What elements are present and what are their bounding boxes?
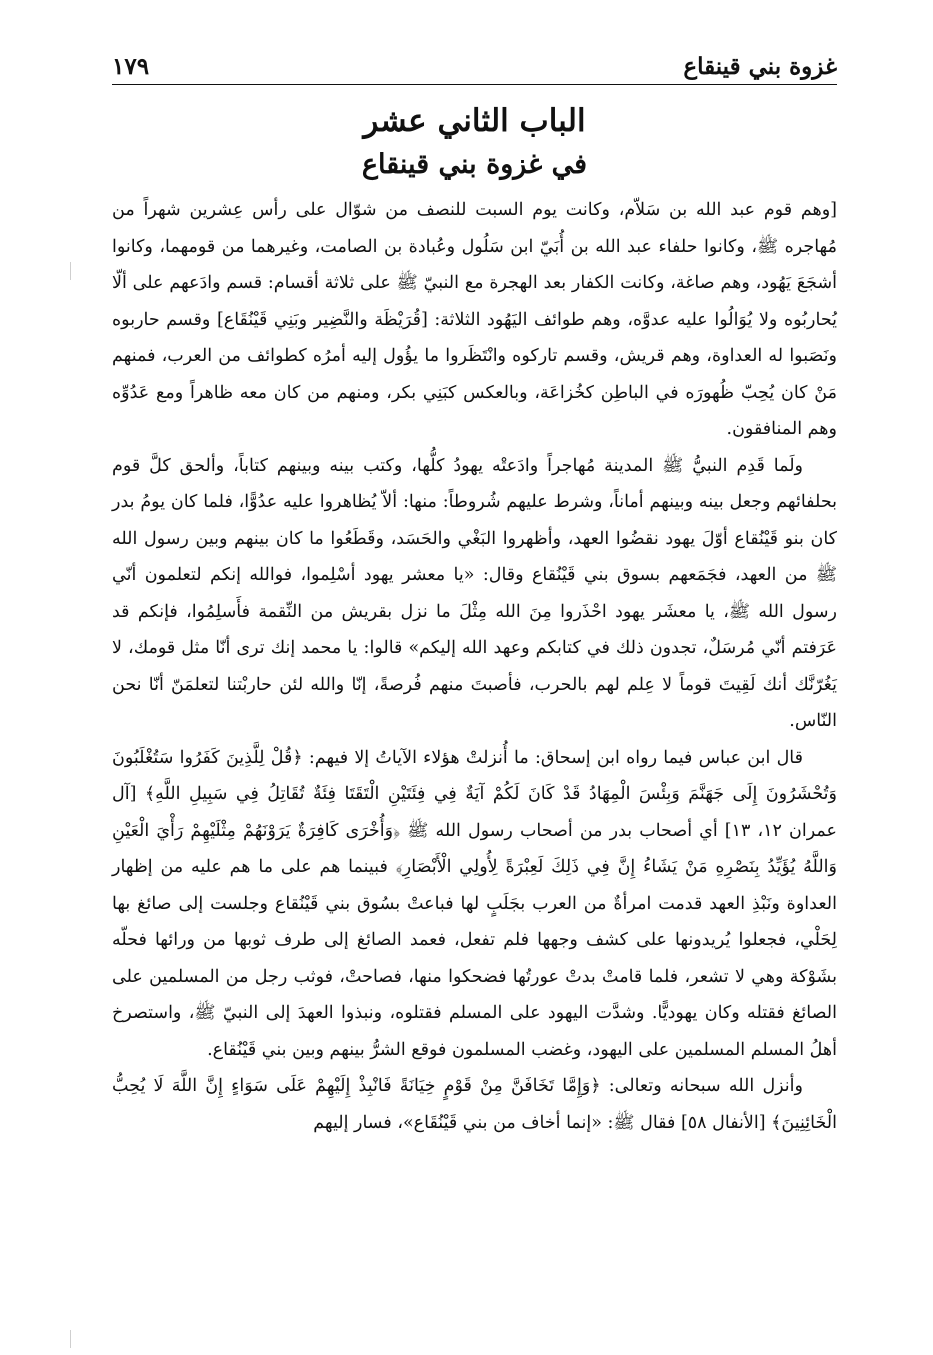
paragraph-3: قال ابن عباس فيما رواه ابن إسحاق: ما أُنزلتْ هؤلاء الآياتُ إلا فيهم: ﴿قُلْ لِلَّذِينَ كَفَرُوا سَتُغْلَبُونَ وَتُحْشَرُونَ إِلَى جَهَنَّمَ وَبِئْسَ الْمِهَادُ قَدْ كَانَ لَكُمْ آيَةٌ فِي فِئَتَيْنِ الْتَقَتَا فِئَةٌ تُقَاتِلُ فِي سَبِيلِ اللَّهِ﴾ [آل عمران ١٢، ١٣] أي أصحاب بدر من أصحاب رسول الله ﷺ ﴿وَأُخْرَى كَافِرَةٌ يَرَوْنَهُمْ مِثْلَيْهِمْ رَأْيَ الْعَيْنِ وَاللَّهُ يُؤَيِّدُ بِنَصْرِهِ مَنْ يَشَاءُ إِنَّ فِي ذَلِكَ لَعِبْرَةً لِأُولِي الْأَبْصَارِ﴾ فبينما هم على ما هم عليه من إظهار العداوة ونَبْذِ العهد قدمت امرأةٌ من العرب بجَلَبٍ لها فباعتْ بسُوق بني قَيْنُقاع وجلست إلى صائغ بها لِحَلْي، فجعلوا يُريدونها على كشف وجهها فلم تفعل، فعمد الصائغ إلى طرف ثوبها من ورائها فحلّه بشَوْكة وهي لا تشعر، فلما قامتْ بدتْ عورتُها فضحكوا منها، فصاحتْ، فوثب رجل من المسلمين على الصائغ فقتله وكان يهوديًّا. وشدَّت اليهود على المسلم فقتلوه، ونبذوا العهدَ إلى النبيّ ﷺ، واستصرخ أهلُ المسلم المسلمين على اليهود، وغضب المسلمون فوقع الشرُّ بينهم وبين بني قَيْنُقاع. (112, 747, 837, 1060)
page-number: ١٧٩ (112, 53, 150, 80)
scan-fold-mark (70, 262, 71, 280)
running-title: غزوة بني قينقاع (683, 53, 837, 80)
paragraph-4: وأنزل الله سبحانه وتعالى: ﴿وَإِمَّا تَخَافَنَّ مِنْ قَوْمٍ خِيَانَةً فَانْبِذْ إِلَيْهِمْ عَلَى سَوَاءٍ إِنَّ اللَّهَ لَا يُحِبُّ الْخَائِنِينَ﴾ [الأنفال ٥٨] فقال ﷺ: «إنما أخاف من بني قَيْنُقَاع»، فسار إليهم (112, 1076, 837, 1133)
chapter-subtitle: في غزوة بني قينقاع (361, 149, 588, 180)
body-text (112, 192, 837, 1141)
scan-fold-mark (70, 1330, 71, 1348)
paragraph-2: ولَما قَدِم النبيُّ ﷺ المدينة مُهاجراً وادَعتْه يهودُ كلُّها، وكتب بينه وبينهم كتاباً، وألحق كلَّ قوم بحلفائهم وجعل بينه وبينهم أماناً، وشرط عليهم شُروطاً: منها: ألاّ يُظاهروا عليه عدُوًّا، فلما كان يومُ بدر كان بنو قَيْنُقاع أوّلَ يهود نقضُوا العهد، وأظهروا البَغْي والحَسَد، وقَطَعُوا ما كان بينهم وبين رسول الله ﷺ من العهد، فجَمَعهم بسوق بني قَيْنُقاع وقال: «يا معشر يهود أسْلِموا، فوالله إنكم لتعلمون أنّي رسول الله ﷺ، يا معشَر يهود احْذَروا مِنَ الله مِثْلَ ما نزل بقريش من النِّقمة فأَسلِمُوا، فإنكم قد عَرَفتم أنّي مُرسَلٌ، تجدون ذلك في كتابكم وعهد الله إليكم» قالوا: يا محمد إنك ترى أنّا مثل قومك، لا يَغُرّنَّك أنك لَقِيتَ قوماً لا عِلم لهم بالحرب، فأصبتَ منهم فُرصةً، إنّا والله لئن حاربْتنا لتعلمَنّ أنّا نحن النّاس. (112, 455, 837, 731)
paragraph-1: [وهم قوم عبد الله بن سَلاّم، وكانت يوم السبت للنصف من شوّال على رأس عِشرين شهراً من مُهاجره ﷺ، وكانوا حلفاء عبد الله بن أُبَيّ ابن سَلُول وعُبادة بن الصامت، وغيرهما من قومهما، وكانوا أشجَعَ يَهُود، وهم صاغة، وكانت الكفار بعد الهجرة مع النبيّ ﷺ على ثلاثة أقسام: قسم وادَعهم على ألّا يُحاربُوه ولا يُوَالُوا عليه عدوَّه، وهم طوائف اليَهُود الثلاثة: [قُرَيْظَة والنَّضِير وبَنِي قَيْنُقَاع] وقسم حاربوه ونَصَبوا له العداوة، وهم قريش، وقسم تاركوه وانْتَظَروا ما يؤُول إليه أمرُه كطوائف من العرب، فمنهم مَنْ كان يُحِبّ ظُهورَه في الباطِن كخُزاعَة، وبالعكس كبَنِي بكر، ومنهم من كان معه ظاهراً ومع عَدُوِّه وهم المنافقون. (112, 200, 837, 439)
running-header (112, 40, 837, 85)
chapter-title: الباب الثاني عشر (363, 103, 586, 139)
